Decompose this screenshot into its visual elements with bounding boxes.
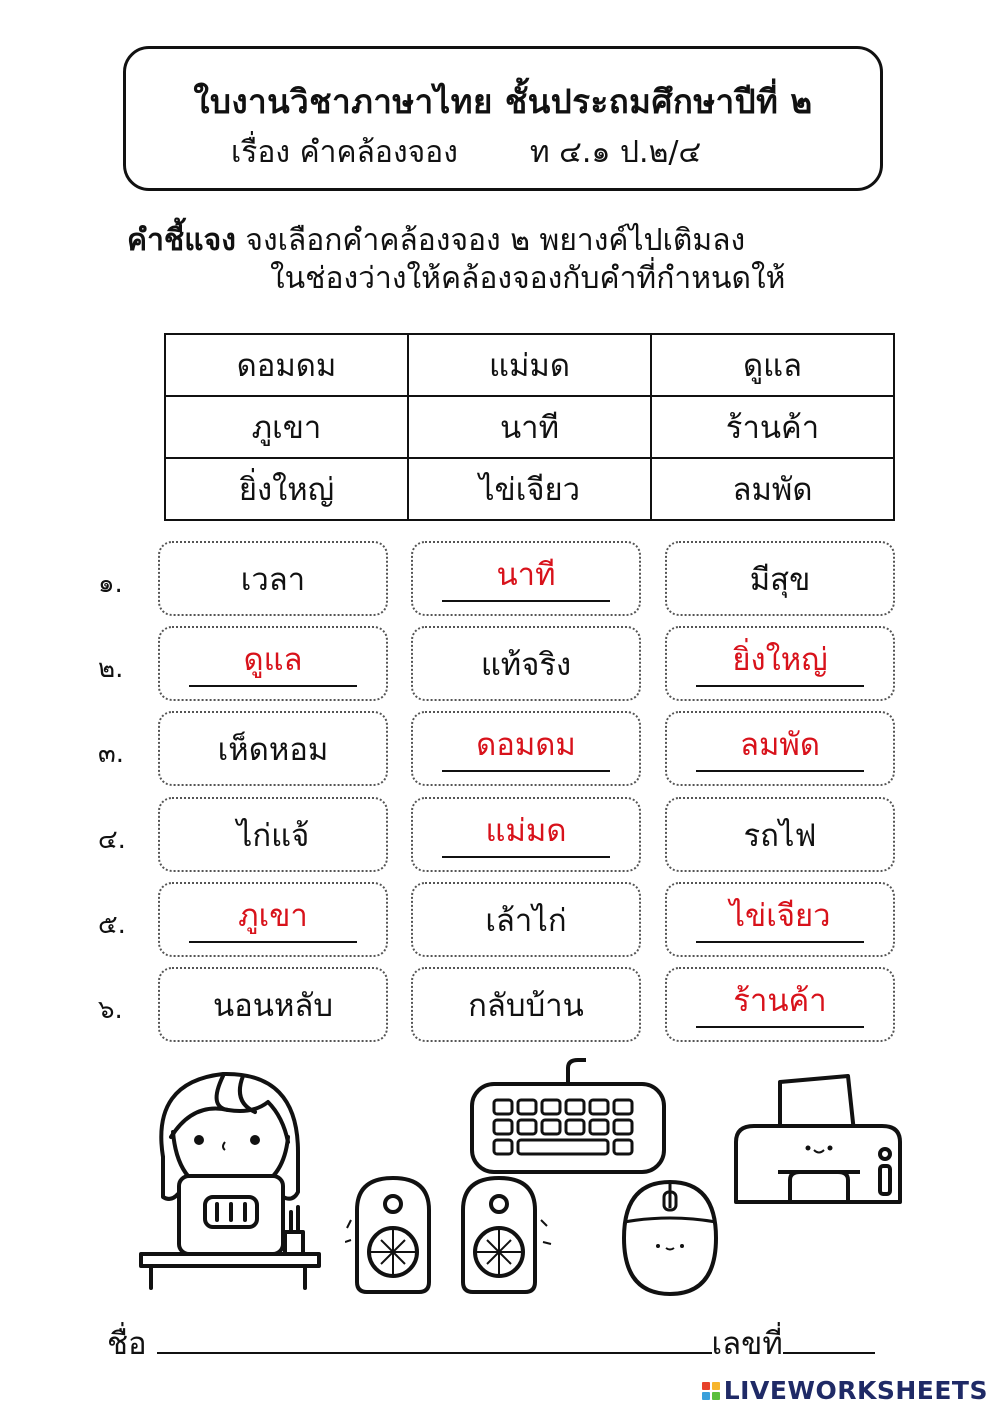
answer-cell[interactable] [665,711,895,786]
answer-text: ยิ่งใหญ่ [696,641,864,687]
answer-cell[interactable] [665,967,895,1042]
mouse-icon [620,1178,720,1298]
given-word-cell [411,882,641,957]
answer-cell[interactable] [411,711,641,786]
word-bank-cell: ดูแล [651,334,894,396]
answer-text: ร้านค้า [696,982,864,1028]
subject-label: เรื่อง คำคล้องจอง [231,135,458,170]
answer-text: ลมพัด [696,726,864,772]
answer-cell[interactable] [411,541,641,616]
word-bank-table [164,333,895,521]
answer-cell[interactable] [411,797,641,872]
number-field[interactable] [783,1322,875,1354]
word-bank-cell: นาที [408,396,651,458]
liveworksheets-watermark [702,1376,988,1405]
child-at-computer-icon [133,1062,323,1290]
answer-text: แม่มด [442,812,610,858]
row-number: ๑. [98,569,123,599]
keyboard-icon [468,1058,668,1176]
instruction-line-2: ในช่องว่างให้คล้องจองกับคำที่กำหนดให้ [270,261,786,296]
liveworksheets-logo-icon [702,1382,720,1400]
word-bank-cell: ภูเขา [165,396,408,458]
row-number: ๕. [98,910,126,940]
given-word-cell [665,541,895,616]
word-bank-row [165,334,894,396]
instruction [127,222,785,298]
given-word-cell [411,626,641,701]
word-bank-row [165,458,894,520]
row-number: ๓. [98,739,125,769]
name-label: ชื่อ [107,1326,147,1362]
name-number-line [107,1318,875,1368]
word-bank-cell: ลมพัด [651,458,894,520]
given-word: ไก่แจ้ [236,817,310,854]
number-label: เลขที่ [711,1326,783,1362]
answer-text: ดูแล [189,641,357,687]
given-word-cell [665,797,895,872]
given-word: เห็ดหอม [217,731,329,768]
answer-text: ดอมดม [442,726,610,772]
title-box [123,46,883,191]
given-word-cell [158,797,388,872]
word-bank-cell: ร้านค้า [651,396,894,458]
given-word-cell [158,711,388,786]
answer-cell[interactable] [665,626,895,701]
watermark-text: LIVEWORKSHEETS [723,1376,988,1405]
speakers-icon [345,1170,555,1298]
given-word: นอนหลับ [212,987,334,1024]
given-word-cell [158,967,388,1042]
row-number: ๖. [98,995,123,1025]
word-bank-row [165,396,894,458]
name-field[interactable] [157,1322,712,1354]
given-word-cell [158,541,388,616]
instruction-label: คำชี้แจง [127,223,236,258]
answer-cell[interactable] [158,626,388,701]
printer-icon [728,1072,908,1210]
worksheet-subtitle [231,129,701,176]
worksheet-title: ใบงานวิชาภาษาไทย ชั้นประถมศึกษาปีที่ ๒ [193,82,813,121]
answer-text: ภูเขา [189,897,357,943]
given-word: เวลา [240,561,306,598]
answer-cell[interactable] [665,882,895,957]
word-bank-cell: ยิ่งใหญ่ [165,458,408,520]
row-number: ๔. [98,825,126,855]
given-word: เล้าไก่ [485,902,567,939]
answer-cell[interactable] [158,882,388,957]
word-bank-cell: ไข่เจียว [408,458,651,520]
instruction-line-1: จงเลือกคำคล้องจอง ๒ พยางค์ไปเติมลง [235,223,746,258]
given-word: แท้จริง [480,646,572,683]
given-word: กลับบ้าน [468,987,584,1024]
answer-text: นาที [442,556,610,602]
standard-code: ท ๔.๑ ป.๒/๔ [529,135,702,170]
row-number: ๒. [98,654,124,684]
word-bank-cell: แม่มด [408,334,651,396]
given-word: มีสุข [749,561,811,598]
given-word-cell [411,967,641,1042]
answer-text: ไข่เจียว [696,897,864,943]
given-word: รถไฟ [743,817,817,854]
word-bank-cell: ดอมดม [165,334,408,396]
